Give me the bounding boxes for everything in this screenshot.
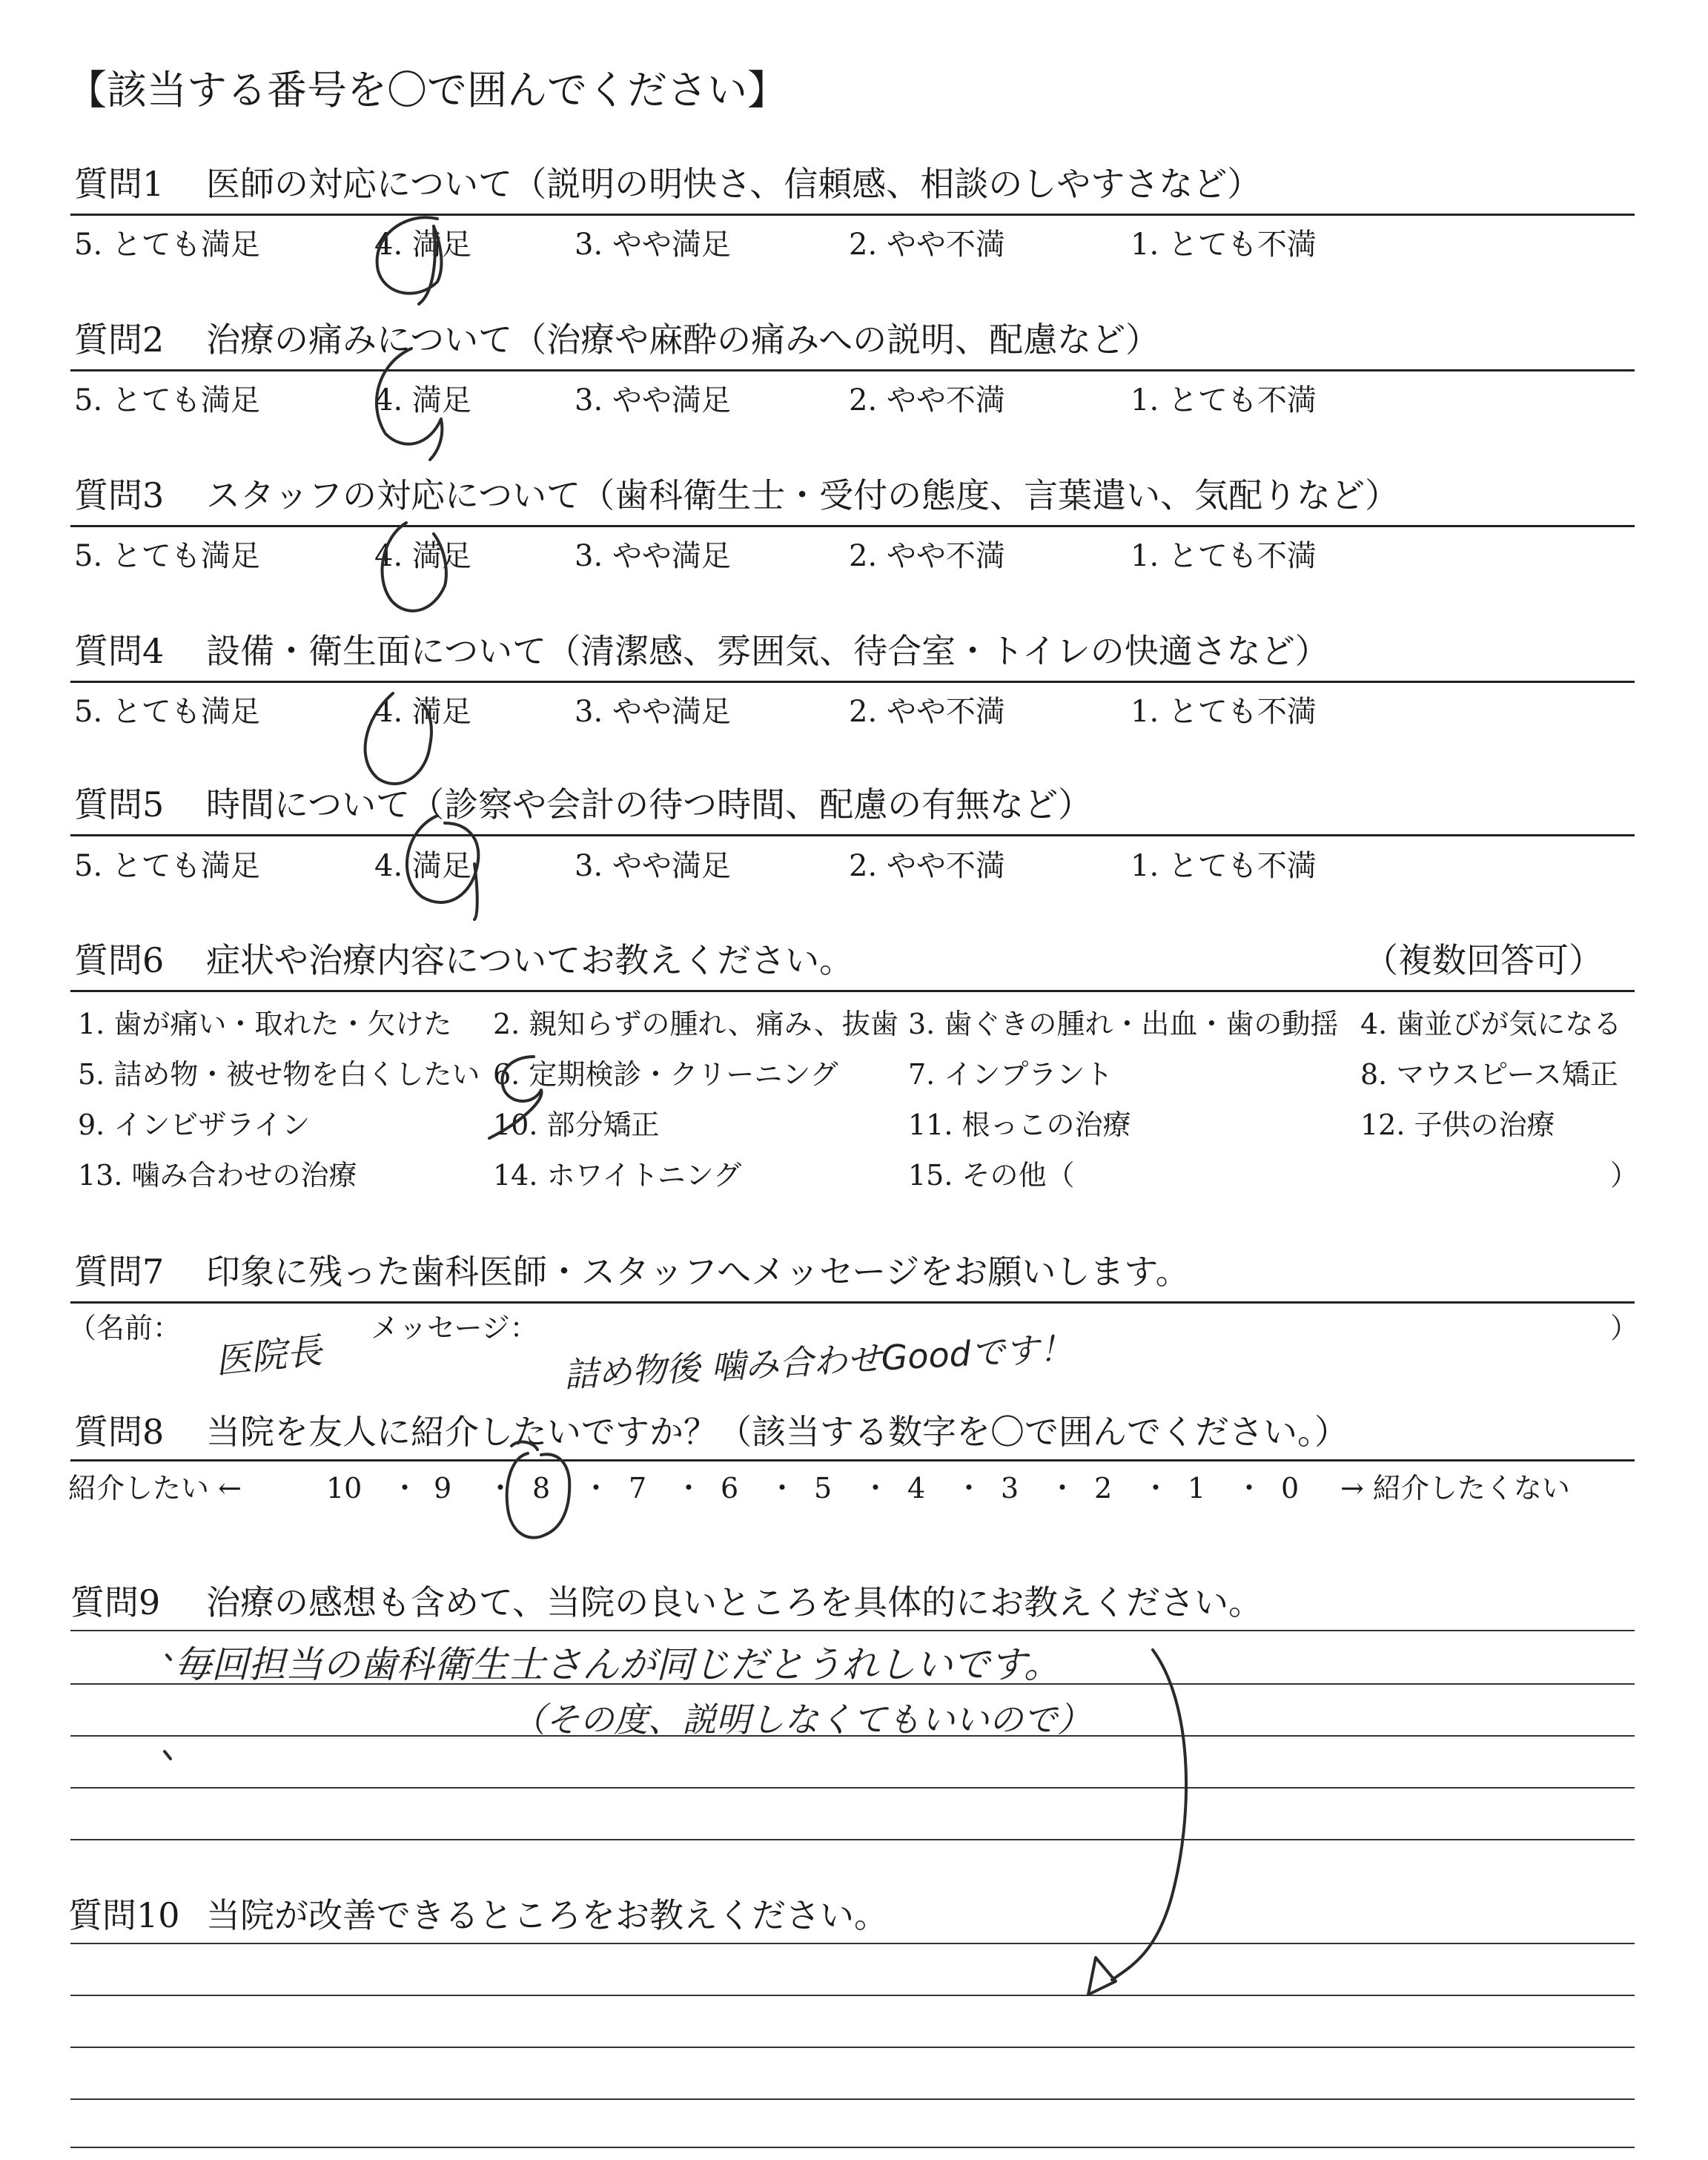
scale-1[interactable]: 1 bbox=[1188, 1472, 1206, 1505]
option-2[interactable]: 2. やや不満 bbox=[849, 539, 1005, 573]
scale-dot: ・ bbox=[1142, 1472, 1171, 1505]
scale-3[interactable]: 3 bbox=[1001, 1472, 1019, 1505]
question-label: 質問2 bbox=[74, 320, 165, 360]
option-5[interactable]: 5. とても満足 bbox=[74, 695, 260, 729]
scale-dot: ・ bbox=[955, 1472, 984, 1505]
scale-4[interactable]: 4 bbox=[907, 1472, 926, 1505]
q6-other-close: ） bbox=[1610, 1159, 1639, 1192]
question-label: 質問6 bbox=[74, 940, 165, 980]
question-label: 質問3 bbox=[74, 475, 165, 515]
question-text: スタッフの対応について（歯科衛生士・受付の態度、言葉遣い、気配りなど） bbox=[206, 475, 1400, 515]
option-4[interactable]: 4. 満足 bbox=[374, 539, 471, 573]
option-3[interactable]: 3. やや満足 bbox=[575, 849, 731, 883]
q6-option[interactable]: 8. マウスピース矯正 bbox=[1360, 1058, 1618, 1091]
name-handwritten[interactable]: 医院長 bbox=[213, 1330, 325, 1383]
circle-mark bbox=[377, 349, 442, 460]
option-1[interactable]: 1. とても不満 bbox=[1131, 539, 1317, 573]
q6-option[interactable]: 10. 部分矯正 bbox=[493, 1109, 660, 1141]
form-title: 【該当する番号を〇で囲んでください】 bbox=[67, 67, 787, 113]
option-5[interactable]: 5. とても満足 bbox=[74, 849, 260, 883]
scale-dot: ・ bbox=[1048, 1472, 1077, 1505]
q6-option[interactable]: 7. インプラント bbox=[908, 1058, 1113, 1091]
question-text: 設備・衛生面について（清潔感、雰囲気、待合室・トイレの快適さなど） bbox=[206, 631, 1329, 671]
tick-mark bbox=[165, 1751, 171, 1759]
question-text: 時間について（診察や会計の待つ時間、配慮の有無など） bbox=[206, 785, 1093, 825]
question-text: 医師の対応について（説明の明快さ、信頼感、相談のしやすさなど） bbox=[206, 164, 1262, 204]
option-1[interactable]: 1. とても不満 bbox=[1131, 383, 1317, 417]
answer-handwritten-2[interactable]: （その度、説明しなくてもいいので） bbox=[512, 1700, 1091, 1740]
scale-dot: ・ bbox=[675, 1472, 704, 1505]
option-3[interactable]: 3. やや満足 bbox=[575, 228, 731, 262]
circle-mark bbox=[489, 1057, 541, 1138]
q6-option[interactable]: 12. 子供の治療 bbox=[1360, 1109, 1555, 1141]
q6-option[interactable]: 3. 歯ぐきの腫れ・出血・歯の動揺 bbox=[908, 1008, 1339, 1040]
option-3[interactable]: 3. やや満足 bbox=[575, 695, 731, 729]
scale-5[interactable]: 5 bbox=[814, 1472, 833, 1505]
option-5[interactable]: 5. とても満足 bbox=[74, 539, 260, 573]
message-handwritten[interactable]: 詰め物後 噛み合わせGoodです！ bbox=[563, 1328, 1074, 1395]
q6-option[interactable]: 5. 詰め物・被せ物を白くしたい bbox=[78, 1058, 480, 1091]
name-label: （名前： bbox=[68, 1312, 182, 1344]
circle-mark bbox=[407, 816, 478, 919]
question-label: 質問10 bbox=[68, 1895, 180, 1935]
scale-dot: ・ bbox=[582, 1472, 611, 1505]
q6-option[interactable]: 2. 親知らずの腫れ、痛み、抜歯 bbox=[493, 1008, 898, 1040]
option-4[interactable]: 4. 満足 bbox=[374, 383, 471, 417]
scale-dot: ・ bbox=[1235, 1472, 1264, 1505]
question-label: 質問9 bbox=[70, 1582, 161, 1622]
circle-mark bbox=[507, 1442, 570, 1538]
circle-mark bbox=[365, 693, 431, 784]
option-4[interactable]: 4. 満足 bbox=[374, 228, 471, 262]
scale-0[interactable]: 0 bbox=[1281, 1472, 1300, 1505]
q6-option[interactable]: 14. ホワイトニング bbox=[493, 1159, 742, 1192]
recommend-right-label: → 紹介したくない bbox=[1340, 1472, 1570, 1505]
scale-2[interactable]: 2 bbox=[1094, 1472, 1113, 1505]
q6-option[interactable]: 4. 歯並びが気になる bbox=[1360, 1008, 1622, 1040]
q6-option[interactable]: 13. 噛み合わせの治療 bbox=[78, 1159, 357, 1192]
option-2[interactable]: 2. やや不満 bbox=[849, 695, 1005, 729]
scale-dot: ・ bbox=[391, 1472, 420, 1505]
q6-option[interactable]: 15. その他（ bbox=[908, 1159, 1075, 1192]
circle-mark bbox=[377, 217, 442, 304]
question-text: 治療の痛みについて（治療や麻酔の痛みへの説明、配慮など） bbox=[206, 320, 1160, 360]
scale-dot: ・ bbox=[486, 1472, 515, 1505]
question-text: 治療の感想も含めて、当院の良いところを具体的にお教えください。 bbox=[206, 1582, 1263, 1622]
multi-answer-note: （複数回答可） bbox=[1364, 940, 1603, 980]
recommend-left-label: 紹介したい ← bbox=[68, 1472, 242, 1505]
scale-10[interactable]: 10 bbox=[326, 1472, 363, 1505]
option-3[interactable]: 3. やや満足 bbox=[575, 539, 731, 573]
message-close: ） bbox=[1610, 1312, 1639, 1344]
q6-option[interactable]: 9. インビザライン bbox=[78, 1109, 311, 1141]
option-2[interactable]: 2. やや不満 bbox=[849, 228, 1005, 262]
tick-mark bbox=[167, 1655, 171, 1659]
scale-9[interactable]: 9 bbox=[434, 1472, 452, 1505]
q6-option-selected[interactable]: 6. 定期検診・クリーニング bbox=[493, 1058, 838, 1091]
question-text: 当院を友人に紹介したいですか？（該当する数字を〇で囲んでください。） bbox=[206, 1412, 1348, 1452]
question-label: 質問5 bbox=[74, 785, 165, 825]
question-text: 当院が改善できるところをお教えください。 bbox=[206, 1895, 888, 1935]
scale-6[interactable]: 6 bbox=[721, 1472, 739, 1505]
arrow-head-mark bbox=[1088, 1958, 1116, 1995]
option-1[interactable]: 1. とても不満 bbox=[1131, 695, 1317, 729]
scale-8-selected[interactable]: 8 bbox=[532, 1472, 551, 1505]
option-3[interactable]: 3. やや満足 bbox=[575, 383, 731, 417]
q6-option[interactable]: 1. 歯が痛い・取れた・欠けた bbox=[78, 1008, 452, 1040]
answer-handwritten-1[interactable]: 毎回担当の歯科衛生士さんが同じだとうれしいです。 bbox=[174, 1643, 1061, 1686]
scale-dot: ・ bbox=[861, 1472, 890, 1505]
question-label: 質問1 bbox=[74, 164, 165, 204]
question-label: 質問8 bbox=[74, 1412, 165, 1452]
circle-mark bbox=[383, 523, 446, 611]
scale-7[interactable]: 7 bbox=[629, 1472, 647, 1505]
option-5[interactable]: 5. とても満足 bbox=[74, 228, 260, 262]
question-label: 質問7 bbox=[74, 1252, 165, 1292]
option-2[interactable]: 2. やや不満 bbox=[849, 849, 1005, 883]
option-1[interactable]: 1. とても不満 bbox=[1131, 849, 1317, 883]
option-4[interactable]: 4. 満足 bbox=[374, 849, 471, 883]
message-label: メッセージ： bbox=[371, 1312, 538, 1344]
question-text: 症状や治療内容についてお教えください。 bbox=[206, 940, 854, 980]
option-1[interactable]: 1. とても不満 bbox=[1131, 228, 1317, 262]
arrow-mark bbox=[1112, 1650, 1186, 1980]
q6-option[interactable]: 11. 根っこの治療 bbox=[908, 1109, 1131, 1141]
option-5[interactable]: 5. とても満足 bbox=[74, 383, 260, 417]
question-label: 質問4 bbox=[74, 631, 165, 671]
question-text: 印象に残った歯科医師・スタッフへメッセージをお願いします。 bbox=[206, 1252, 1190, 1292]
scale-dot: ・ bbox=[768, 1472, 797, 1505]
option-4[interactable]: 4. 満足 bbox=[374, 695, 471, 729]
option-2[interactable]: 2. やや不満 bbox=[849, 383, 1005, 417]
